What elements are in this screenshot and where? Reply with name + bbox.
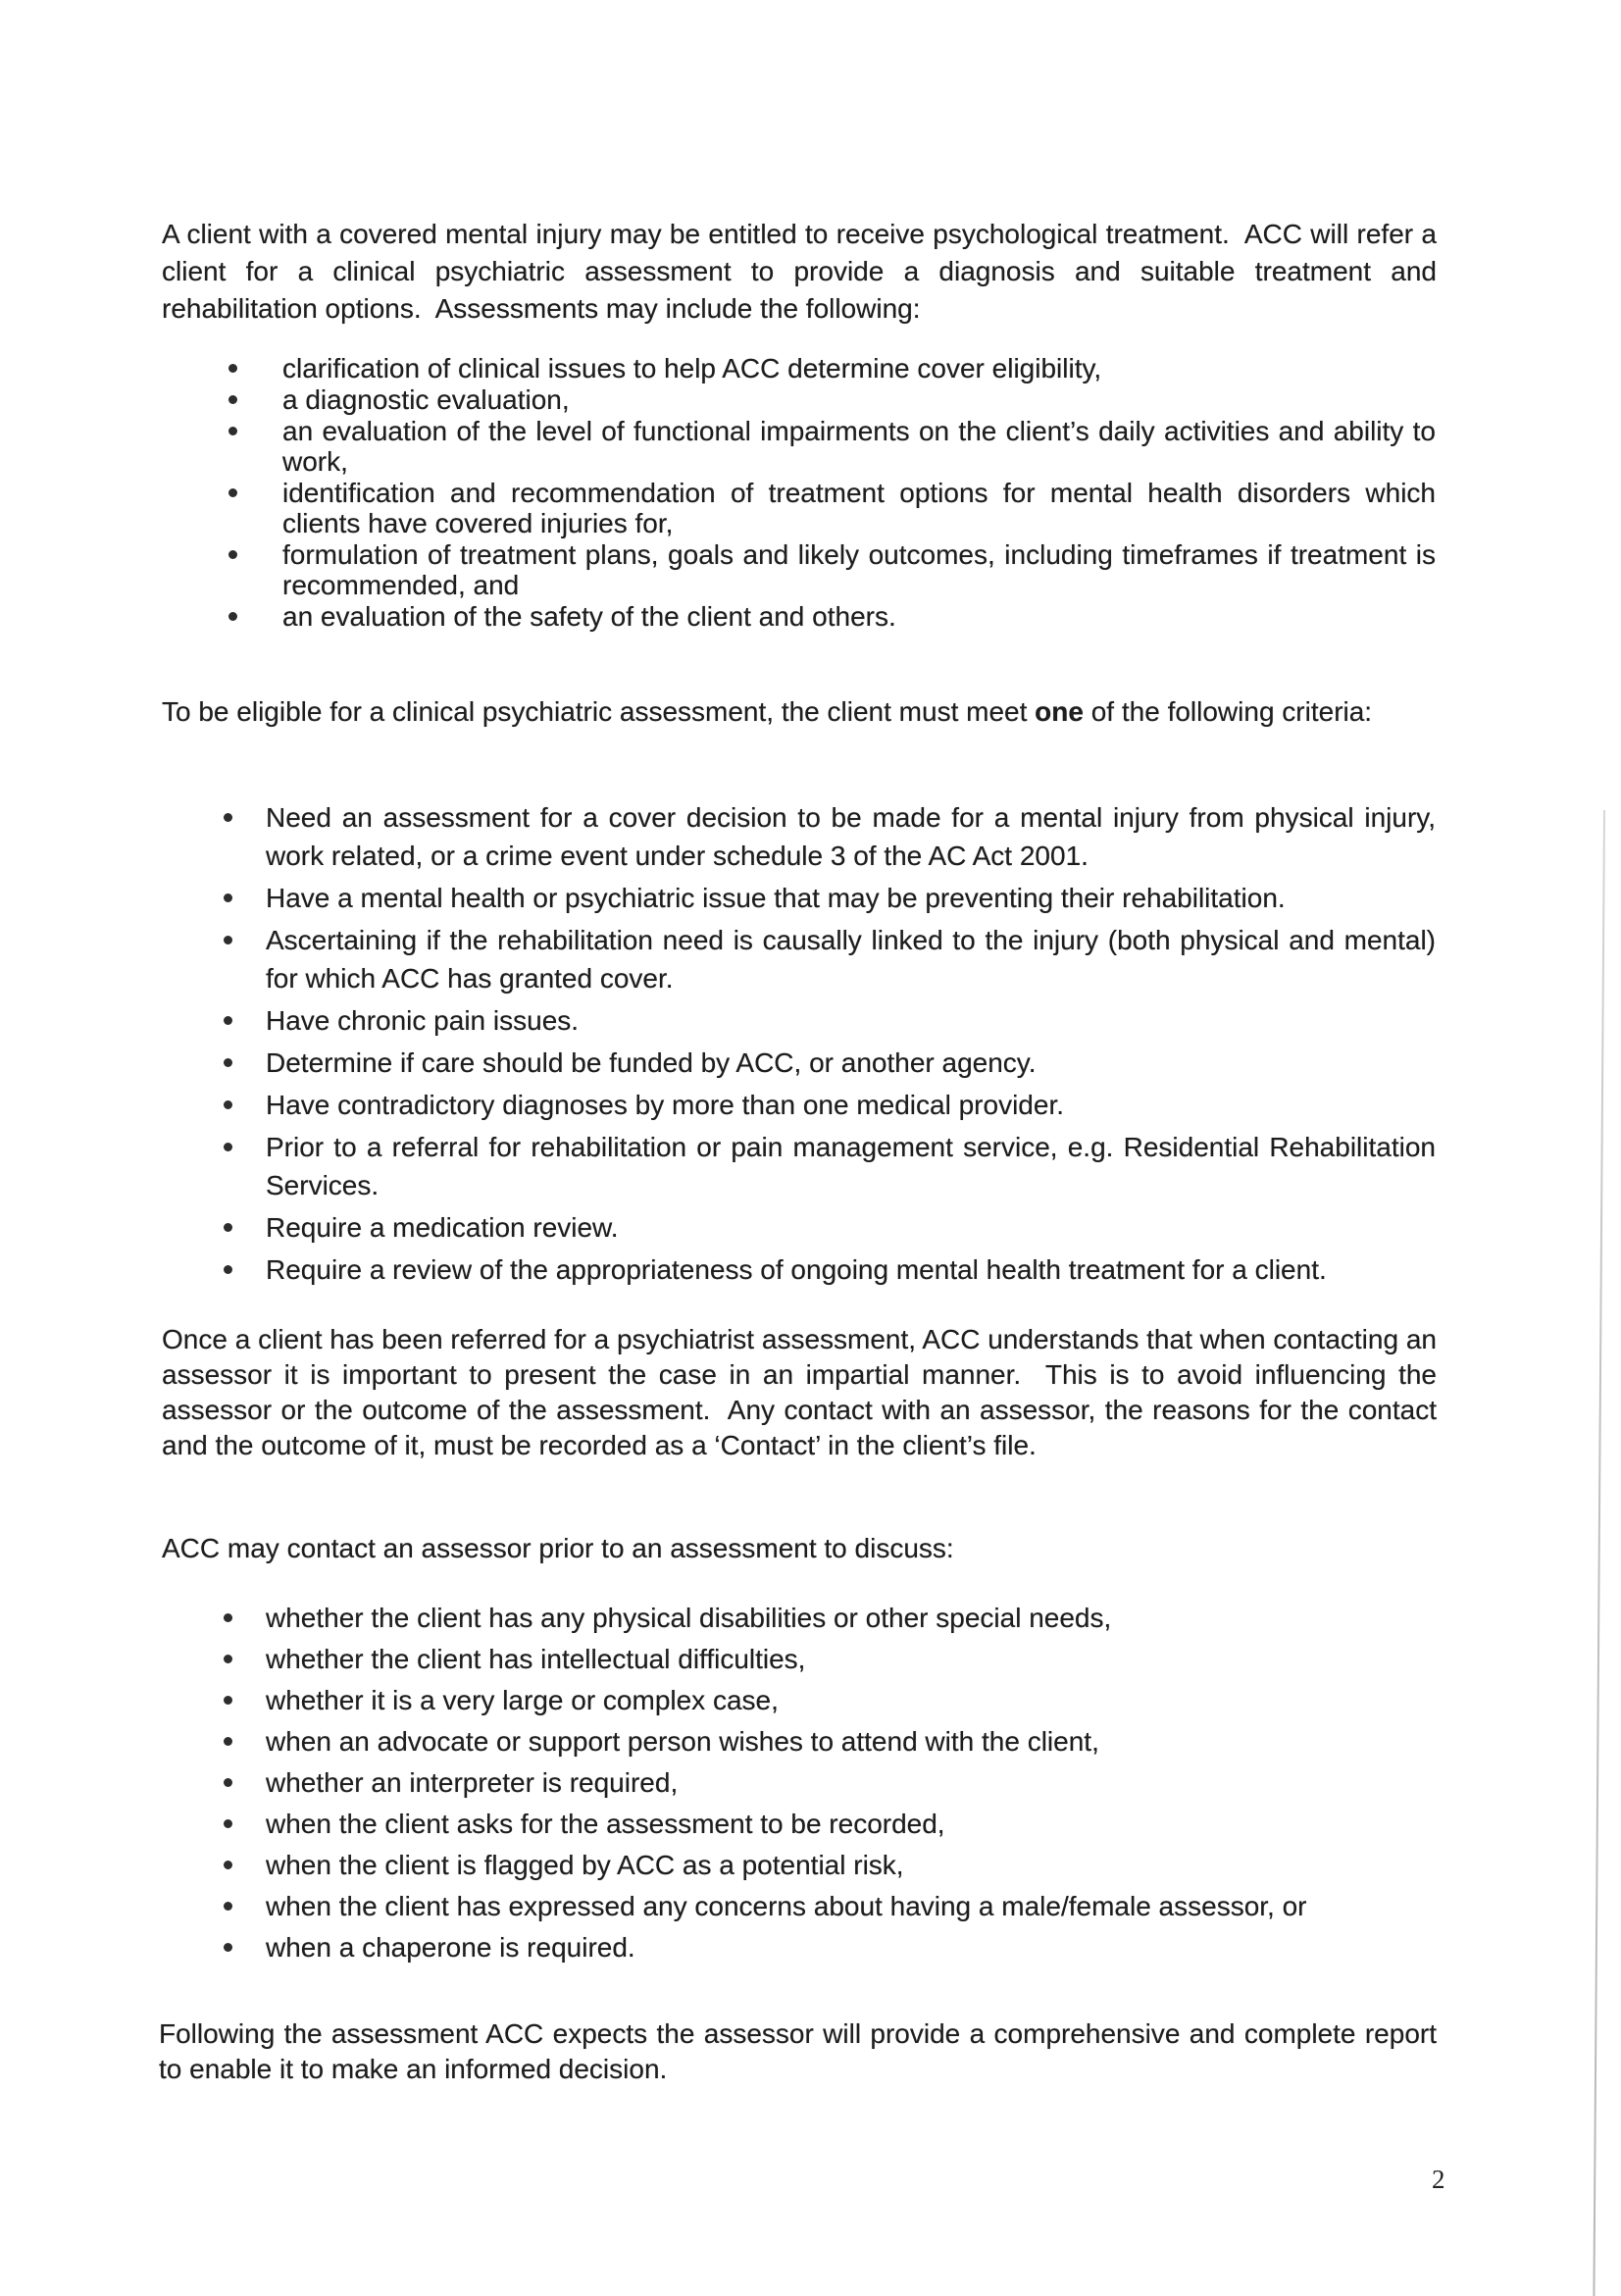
list-item-text: whether the client has any physical disabilities or other special needs, [266, 1603, 1112, 1633]
list-item-text: when the client has expressed any concerns about having a male/female assessor, or [266, 1891, 1307, 1921]
list-item-text: whether an interpreter is required, [266, 1767, 679, 1798]
list-item [224, 1250, 1436, 1289]
bullet-icon [224, 1100, 232, 1109]
list-item [224, 1810, 1436, 1839]
list-item [226, 601, 1436, 632]
list-item [224, 798, 1444, 875]
page-number: 2 [1432, 2165, 1445, 2194]
eligibility-criteria-list [224, 798, 1444, 1293]
list-item-text: clarification of clinical issues to help ACC determine cover eligibility, [282, 353, 1102, 383]
list-item-text: Determine if care should be funded by ACC, or another agency. [266, 1047, 1037, 1078]
list-item [224, 1086, 1436, 1124]
bullet-icon [228, 364, 237, 373]
list-item [224, 1768, 1436, 1798]
impartiality-paragraph: Once a client has been referred for a psychiatrist assessment, ACC understands that when contacting an assessor it is important to present the case in an impartial manner. This is to avoid influencing the assessor or the outcome of the assessment. Any contact with an assessor, the reasons for the contact and the outcome of it, must be recorded as a ‘Contact’ in the client’s file. [162, 1324, 1444, 1460]
bullet-icon [224, 1778, 232, 1787]
bullet-icon [224, 1696, 232, 1705]
bullet-icon [228, 612, 237, 621]
list-item [224, 921, 1444, 997]
list-item-text: Have chronic pain issues. [266, 1005, 580, 1036]
list-item-text: identification and recommendation of treatment options for mental health disorders which clients have covered injuries for, [282, 478, 1444, 538]
list-item [224, 1851, 1436, 1880]
list-item-text: when an advocate or support person wishes to attend with the client, [266, 1726, 1099, 1757]
list-item-text: an evaluation of the level of functional impairments on the client’s daily activities and ability to work, [282, 416, 1444, 477]
list-item [224, 1892, 1436, 1921]
bold-emphasis-one: one [1035, 696, 1084, 727]
eligibility-intro-after: of the following criteria: [1083, 696, 1373, 727]
closing-paragraph: Following the assessment ACC expects the assessor will provide a comprehensive and complete report to enable it to make an informed decision. [159, 2018, 1444, 2084]
list-item-text: Need an assessment for a cover decision to be made for a mental injury from physical injury, work related, or a crime event under schedule 3 of the AC Act 2001. [266, 802, 1444, 871]
bullet-icon [224, 1223, 232, 1232]
bullet-icon [224, 1819, 232, 1828]
list-item-text: whether it is a very large or complex case, [266, 1685, 779, 1715]
bullet-icon [224, 1861, 232, 1869]
list-item-text: Require a medication review. [266, 1212, 619, 1243]
bullet-icon [228, 488, 237, 497]
list-item-text: when a chaperone is required. [266, 1932, 635, 1963]
intro-paragraph: A client with a covered mental injury may be entitled to receive psychological treatment. ACC will refer a client for a clinical psychiatric assessment to provide a diagnosis and suitable treatment and rehabilitation options. Assessments may include the following: [162, 219, 1444, 324]
list-item-text: an evaluation of the safety of the client and others. [282, 601, 896, 632]
contact-intro-paragraph: ACC may contact an assessor prior to an assessment to discuss: [162, 1533, 954, 1563]
bullet-icon [224, 813, 232, 822]
eligibility-intro-paragraph [162, 693, 1437, 731]
list-item-text: Prior to a referral for rehabilitation or pain management service, e.g. Residential Rehabilitation Services. [266, 1132, 1444, 1200]
list-item [226, 478, 1444, 538]
eligibility-intro-before: To be eligible for a clinical psychiatric assessment, the client must meet [162, 696, 1036, 727]
list-item [226, 353, 1436, 383]
list-item [224, 1933, 1436, 1963]
bullet-icon [224, 1737, 232, 1746]
list-item-text: a diagnostic evaluation, [282, 384, 570, 415]
bullet-icon [224, 1902, 232, 1911]
bullet-icon [224, 936, 232, 944]
bullet-icon [224, 1943, 232, 1952]
list-item [224, 1208, 1436, 1247]
list-item-text: Have a mental health or psychiatric issue that may be preventing their rehabilitation. [266, 883, 1286, 913]
list-item-text: formulation of treatment plans, goals and likely outcomes, including timeframes if treatment is recommended, and [282, 539, 1444, 600]
list-item [226, 384, 1436, 415]
bullet-icon [228, 550, 237, 559]
scan-line-artifact [1593, 810, 1605, 2296]
list-item-text: whether the client has intellectual difficulties, [266, 1644, 806, 1674]
bullet-icon [224, 1058, 232, 1067]
list-item [226, 539, 1444, 600]
bullet-icon [228, 427, 237, 435]
bullet-icon [224, 1016, 232, 1025]
list-item-text: Ascertaining if the rehabilitation need is causally linked to the injury (both physical and mental) for which ACC has granted cover. [266, 925, 1444, 994]
assessment-includes-list [226, 353, 1444, 633]
bullet-icon [224, 893, 232, 902]
list-item [224, 1686, 1436, 1715]
list-item [224, 1128, 1444, 1204]
contact-topics-list [224, 1604, 1436, 1974]
list-item-text: Require a review of the appropriateness of ongoing mental health treatment for a client. [266, 1254, 1327, 1285]
list-item [224, 1001, 1436, 1040]
bullet-icon [224, 1143, 232, 1151]
list-item [224, 1604, 1436, 1633]
bullet-icon [224, 1655, 232, 1663]
list-item-text: Have contradictory diagnoses by more than one medical provider. [266, 1090, 1064, 1120]
list-item [224, 1727, 1436, 1757]
bullet-icon [224, 1265, 232, 1274]
list-item-text: when the client is flagged by ACC as a potential risk, [266, 1850, 904, 1880]
list-item [224, 879, 1436, 917]
bullet-icon [228, 395, 237, 404]
bullet-icon [224, 1613, 232, 1622]
list-item [226, 416, 1444, 477]
list-item [224, 1645, 1436, 1674]
list-item [224, 1044, 1436, 1082]
list-item-text: when the client asks for the assessment to be recorded, [266, 1809, 945, 1839]
